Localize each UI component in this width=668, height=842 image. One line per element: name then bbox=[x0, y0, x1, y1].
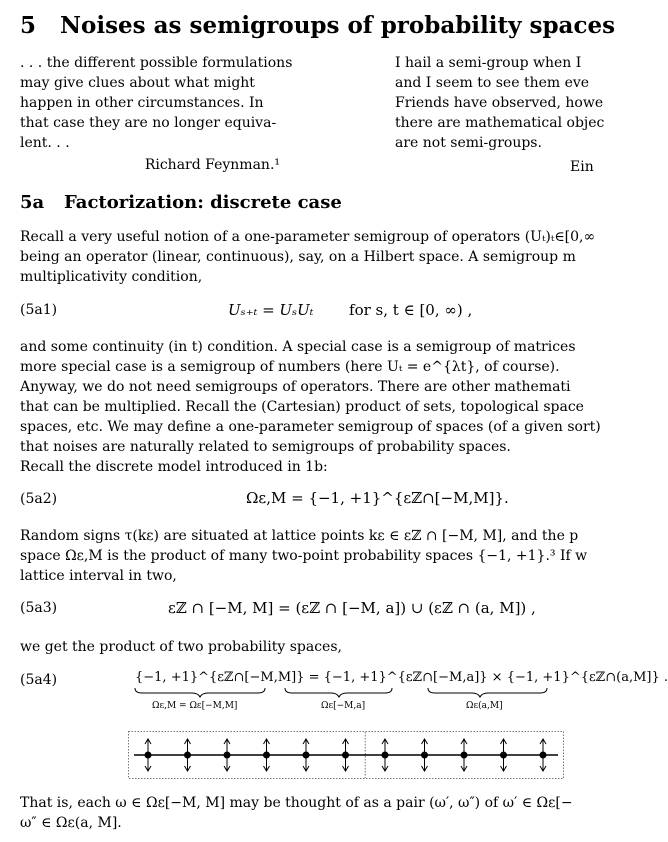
equation-text: Uₛ₊ₜ = UₛUₜ bbox=[228, 301, 314, 319]
section-number: 5 bbox=[20, 12, 37, 39]
equation-formula bbox=[228, 301, 472, 319]
underbrace-label: Ωε[−M,a] bbox=[321, 701, 366, 711]
text-line: that can be multiplied. Recall the (Cartesian) product of sets, topological space bbox=[20, 399, 584, 415]
text-line: space Ωε,M is the product of many two-point probability spaces {−1, +1}.³ If w bbox=[20, 548, 588, 564]
text-line: lattice interval in two, bbox=[20, 568, 177, 584]
paragraph bbox=[20, 337, 601, 477]
quote-line: that case they are no longer equiva- bbox=[20, 115, 277, 131]
lattice-point bbox=[342, 739, 349, 771]
text-line: Random signs τ(kε) are situated at lattice points kε ∈ εℤ ∩ [−M, M], and the p bbox=[20, 528, 579, 544]
underbrace bbox=[285, 688, 392, 697]
lattice-point bbox=[540, 739, 547, 771]
equation-label: (5a1) bbox=[20, 302, 58, 318]
text-line: Recall a very useful notion of a one-parameter semigroup of operators (Uₜ)ₜ∈[0,∞ bbox=[20, 229, 596, 245]
lattice-point bbox=[145, 739, 152, 771]
subsection-heading bbox=[20, 192, 342, 213]
paragraph bbox=[20, 526, 587, 586]
equation-label: (5a3) bbox=[20, 600, 58, 616]
equation-formula: Ωε,M = {−1, +1}^{εℤ∩[−M,M]}. bbox=[246, 489, 509, 507]
text-line: Recall the discrete model introduced in 1b: bbox=[20, 459, 328, 475]
quote-line: may give clues about what might bbox=[20, 75, 255, 91]
equation-formula: εℤ ∩ [−M, M] = (εℤ ∩ [−M, a]) ∪ (εℤ ∩ (a, M]) , bbox=[168, 599, 536, 617]
lattice-point bbox=[500, 739, 507, 771]
lattice-point bbox=[184, 739, 191, 771]
underbraces bbox=[130, 686, 560, 698]
text-line: Anyway, we do not need semigroups of operators. There are other mathemati bbox=[20, 379, 571, 395]
subsection-number: 5a bbox=[20, 192, 45, 213]
quote-line: I hail a semi-group when I bbox=[395, 55, 582, 71]
text-line: That is, each ω ∈ Ωε[−M, M] may be thought of as a pair (ω′, ω″) of ω′ ∈ Ωε[− bbox=[20, 795, 573, 811]
epigraph-einstein bbox=[395, 53, 604, 153]
text-line: more special case is a semigroup of numbers (here Uₜ = e^{λt}, of course). bbox=[20, 359, 560, 375]
paragraph bbox=[20, 227, 595, 287]
lattice-figure bbox=[128, 731, 564, 779]
underbrace-label: Ωε,M = Ωε[−M,M] bbox=[152, 701, 238, 711]
lattice-point bbox=[303, 739, 310, 771]
underbrace-label: Ωε(a,M] bbox=[466, 701, 503, 711]
quote-author: Richard Feynman.¹ bbox=[144, 157, 280, 173]
underbrace bbox=[428, 688, 547, 697]
text-line: spaces, etc. We may define a one-parameter semigroup of spaces (of a given sort) bbox=[20, 419, 601, 435]
lattice-point bbox=[421, 739, 428, 771]
underbrace bbox=[135, 688, 265, 697]
paragraph bbox=[20, 637, 342, 657]
equation-label: (5a2) bbox=[20, 491, 58, 507]
equation-condition: for s, t ∈ [0, ∞) , bbox=[349, 301, 473, 319]
lattice-point bbox=[224, 739, 231, 771]
lattice-point bbox=[382, 739, 389, 771]
equation-label: (5a4) bbox=[20, 672, 58, 688]
subsection-title: Factorization: discrete case bbox=[64, 192, 342, 213]
epigraph-feynman bbox=[20, 53, 293, 175]
text-line: and some continuity (in t) condition. A special case is a semigroup of matrices bbox=[20, 339, 576, 355]
text-line: we get the product of two probability spaces, bbox=[20, 639, 342, 655]
quote-line: are not semi-groups. bbox=[395, 135, 542, 151]
equation-formula: {−1, +1}^{εℤ∩[−M,M]} = {−1, +1}^{εℤ∩[−M,a]} × {−1, +1}^{εℤ∩(a,M]} . bbox=[135, 670, 668, 685]
paragraph bbox=[20, 793, 573, 833]
quote-line: lent. . . bbox=[20, 135, 70, 151]
quote-author: Ein bbox=[570, 159, 594, 175]
quote-line: Friends have observed, howe bbox=[395, 95, 604, 111]
quote-line: happen in other circumstances. In bbox=[20, 95, 264, 111]
quote-line: and I seem to see them eve bbox=[395, 75, 590, 91]
lattice-point bbox=[263, 739, 270, 771]
quote-line: there are mathematical objec bbox=[395, 115, 605, 131]
section-title: Noises as semigroups of probability spaces bbox=[60, 12, 616, 39]
text-line: that noises are naturally related to semigroups of probability spaces. bbox=[20, 439, 511, 455]
section-heading bbox=[20, 12, 615, 39]
quote-line: . . . the different possible formulations bbox=[20, 55, 293, 71]
text-line: being an operator (linear, continuous), say, on a Hilbert space. A semigroup m bbox=[20, 249, 576, 265]
text-line: multiplicativity condition, bbox=[20, 269, 203, 285]
text-line: ω″ ∈ Ωε(a, M]. bbox=[20, 815, 122, 831]
lattice-point bbox=[461, 739, 468, 771]
